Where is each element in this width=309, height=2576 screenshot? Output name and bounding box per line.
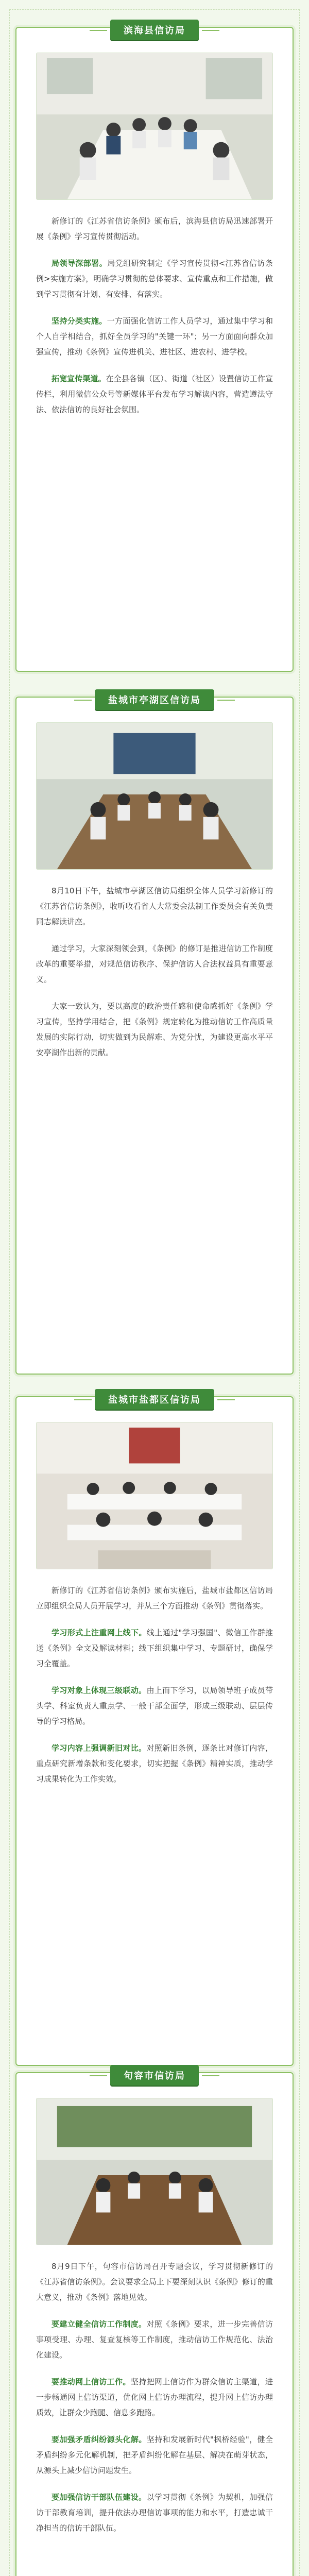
meeting-photo: [36, 722, 273, 870]
meeting-photo-image: [37, 53, 272, 199]
paragraph: 通过学习，大家深刻领会到，《条例》的修订是推进信访工作制度改革的重要举措，对规范信访秩序、保护信访人合法权益具有重要意义。: [36, 944, 273, 984]
paragraph: 拓宽宣传渠道。在全县各镇（区）、街道（社区）设置信访工作宣传栏，利用微信公众号等新媒体平台发布学习解读内容，营造遵法守法、依法信访的良好社会氛围。: [36, 374, 273, 414]
paragraph: 大家一致认为，要以高度的政治责任感和使命感抓好《条例》学习宣传，坚持学用结合，把《条例》规定转化为推动信访工作高质量发展的实际行动，切实做到为民解难、为党分忧，为建设更高水平平安亭湖作出新的贡献。: [36, 1002, 273, 1057]
paragraph: 坚持分类实施。一方面强化信访工作人员学习，通过集中学习和个人自学相结合，抓好全员学习的"关键一环"；另一方面面向群众加强宣传，推动《条例》宣传进机关、进社区、进农村、进学校。: [36, 316, 273, 357]
paragraph: 要建立健全信访工作制度。对照《条例》要求，进一步完善信访事项受理、办理、复查复核等工作制度，推动信访工作规范化、法治化建设。: [36, 2319, 273, 2360]
section-jurong: [15, 2072, 294, 2576]
section-tinghu: [15, 697, 294, 1375]
meeting-photo: [36, 53, 273, 200]
paragraph: 要加强信访干部队伍建设。以学习贯彻《条例》为契机，加强信访干部教育培训，提升依法办理信访事项的能力和水平，打造忠诚干净担当的信访干部队伍。: [36, 2493, 273, 2533]
paragraph: 学习形式上注重网上线下。线上通过"学习强国"、微信工作群推送《条例》全文及解读材料；线下组织集中学习、专题研讨，确保学习全覆盖。: [36, 1628, 273, 1668]
section-yandu: [15, 1396, 294, 2066]
paragraph: 8月10日下午，盐城市亭湖区信访局组织全体人员学习新修订的《江苏省信访条例》，收听收看省人大常委会法制工作委员会有关负责同志解读讲座。: [36, 886, 273, 926]
section-title: 滨海县信访局: [110, 20, 199, 40]
section-binhai: [15, 27, 294, 672]
meeting-photo: [36, 2098, 273, 2245]
paragraph: 局领导深部署。局党组研究制定《学习宣传贯彻<江苏省信访条例>实施方案》，明确学习贯彻的总体要求、宣传重点和工作措施，做到学习贯彻有计划、有安排、有落实。: [36, 259, 273, 299]
section-title: 盐城市亭湖区信访局: [95, 689, 214, 710]
paragraph: 新修订的《江苏省信访条例》颁布后，滨海县信访局迅速部署开展《条例》学习宣传贯彻活动。: [36, 216, 273, 241]
paragraph: 新修订的《江苏省信访条例》颁布实施后，盐城市盐都区信访局立即组织全局人员开展学习，并从三个方面推动《条例》贯彻落实。: [36, 1586, 273, 1611]
paragraph: 要推动网上信访工作。坚持把网上信访作为群众信访主渠道，进一步畅通网上信访渠道，优化网上信访办理流程，提升网上信访办理质效，让群众少跑腿、信息多跑路。: [36, 2377, 273, 2417]
section-title: 盐城市盐都区信访局: [95, 1389, 214, 1410]
section-title: 句容市信访局: [110, 2065, 199, 2086]
meeting-photo-image: [37, 723, 272, 869]
meeting-photo: [36, 1422, 273, 1569]
paragraph: 8月9日下午，句容市信访局召开专题会议，学习贯彻新修订的《江苏省信访条例》。会议要求全局上下要深刻认识《条例》修订的重大意义，推动《条例》落地见效。: [36, 2262, 273, 2302]
meeting-photo-image: [37, 1422, 272, 1569]
meeting-photo-image: [37, 2098, 272, 2245]
paragraph: 学习内容上强调新旧对比。对照新旧条例，逐条比对修订内容，重点研究新增条款和变化要求，切实把握《条例》精神实质，推动学习成果转化为工作实效。: [36, 1743, 273, 1784]
paragraph: 要加强矛盾纠纷源头化解。坚持和发展新时代"枫桥经验"，健全矛盾纠纷多元化解机制，把矛盾纠纷化解在基层、解决在萌芽状态，从源头上减少信访问题发生。: [36, 2435, 273, 2475]
paragraph: 学习对象上体现三级联动。由上而下学习，以局领导班子成员带头学、科室负责人重点学、一般干部全面学，形成三级联动、层层传导的学习格局。: [36, 1686, 273, 1726]
